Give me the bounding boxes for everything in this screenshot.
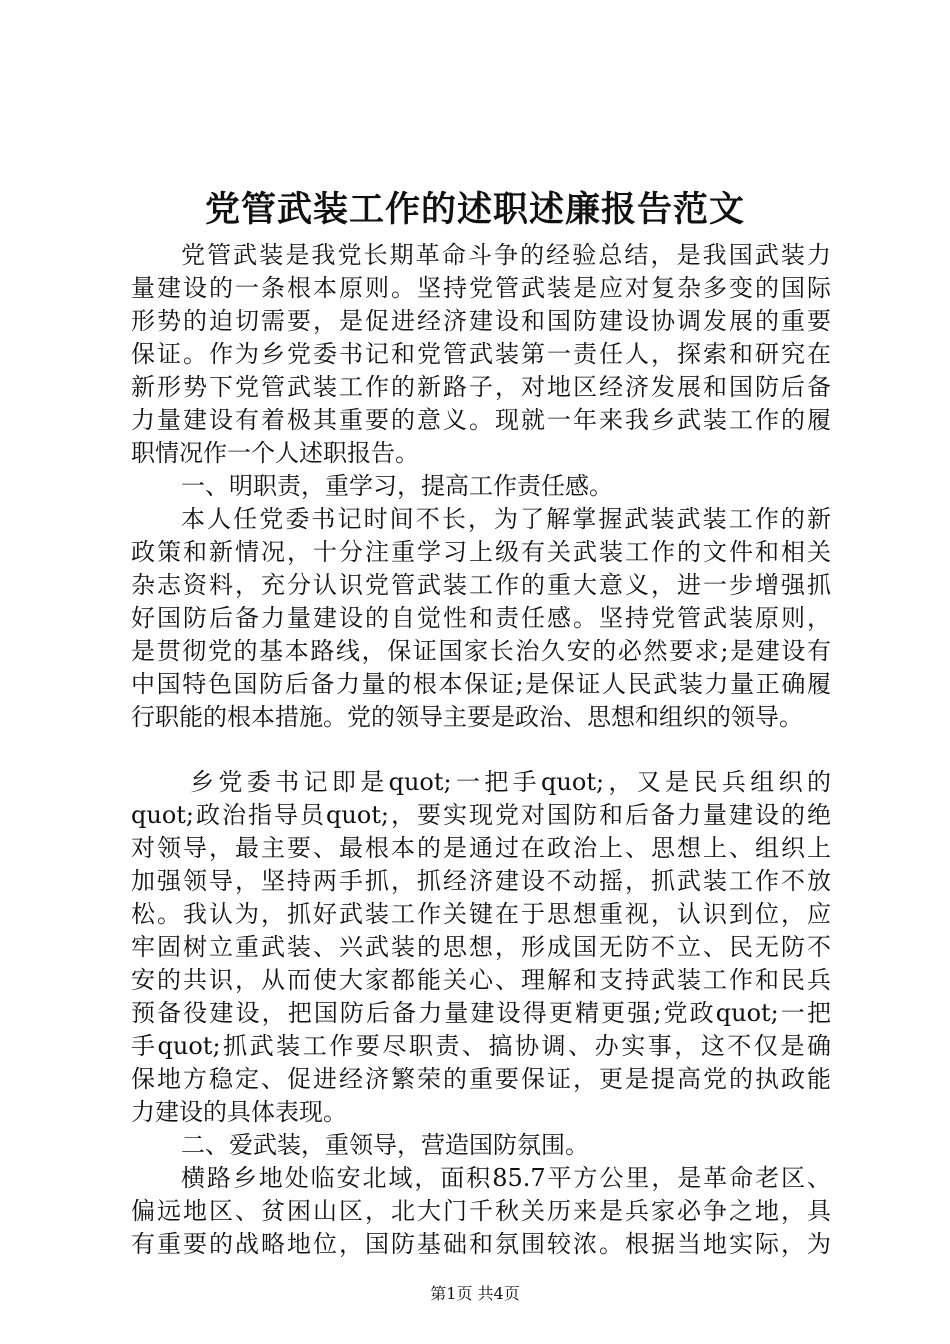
paragraph-line: 手quot;抓武装工作要尽职责、搞协调、办实事，这不仅是确 (131, 1032, 831, 1060)
paragraph-line: 量建设的一条根本原则。坚持党管武装是应对复杂多变的国际 (131, 274, 831, 302)
paragraph-line: 横路乡地处临安北域，面积85.7平方公里，是革命老区、 (181, 1164, 831, 1192)
paragraph-line: 职情况作一个人述职报告。 (131, 439, 419, 467)
paragraph-line: 预备役建设，把国防后备力量建设得更精更强;党政quot;一把 (131, 999, 831, 1027)
paragraph-line: 安的共识，从而使大家都能关心、理解和支持武装工作和民兵 (131, 966, 831, 994)
paragraph-line: 形势的迫切需要，是促进经济建设和国防建设协调发展的重要 (131, 307, 831, 335)
paragraph-line: 松。我认为，抓好武装工作关键在于思想重视，认识到位，应 (131, 900, 831, 928)
paragraph-line: 加强领导，坚持两手抓，抓经济建设不动摇，抓武装工作不放 (131, 867, 831, 895)
section-heading: 二、爱武装，重领导，营造国防氛围。 (181, 1131, 589, 1159)
paragraph-line: quot;政治指导员quot;，要实现党对国防和后备力量建设的绝 (131, 801, 831, 829)
paragraph-line: 本人任党委书记时间不长，为了解掌握武装武装工作的新 (181, 505, 831, 533)
paragraph-line: 是贯彻党的基本路线，保证国家长治久安的必然要求;是建设有 (131, 637, 831, 665)
paragraph-line: 新形势下党管武装工作的新路子，对地区经济发展和国防后备 (131, 373, 831, 401)
paragraph-line: 政策和新情况，十分注重学习上级有关武装工作的文件和相关 (131, 538, 831, 566)
paragraph-line: 中国特色国防后备力量的根本保证;是保证人民武装力量正确履 (131, 670, 831, 698)
page-footer: 第1页 共4页 (430, 1284, 520, 1303)
paragraph-line: 牢固树立重武装、兴武装的思想，形成国无防不立、民无防不 (131, 933, 831, 961)
paragraph-line: 有重要的战略地位，国防基础和氛围较浓。根据当地实际，为 (131, 1230, 831, 1258)
paragraph-line: 力量建设有着极其重要的意义。现就一年来我乡武装工作的履 (131, 406, 831, 434)
document-title: 党管武装工作的述职述廉报告范文 (204, 190, 745, 230)
paragraph-line: 偏远地区、贫困山区，北大门千秋关历来是兵家必争之地，具 (131, 1197, 831, 1225)
paragraph-line: 好国防后备力量建设的自觉性和责任感。坚持党管武装原则， (131, 604, 831, 632)
paragraph-line: 乡党委书记即是quot;一把手quot;，又是民兵组织的 (190, 768, 831, 796)
paragraph-line: 党管武装是我党长期革命斗争的经验总结，是我国武装力 (181, 241, 831, 269)
section-heading: 一、明职责，重学习，提高工作责任感。 (181, 472, 613, 500)
paragraph-line: 保地方稳定、促进经济繁荣的重要保证，更是提高党的执政能 (131, 1065, 831, 1093)
paragraph-line: 杂志资料，充分认识党管武装工作的重大意义，进一步增强抓 (131, 571, 831, 599)
paragraph-line: 对领导，最主要、最根本的是通过在政治上、思想上、组织上 (131, 834, 831, 862)
paragraph-line: 力建设的具体表现。 (131, 1098, 347, 1126)
paragraph-line: 行职能的根本措施。党的领导主要是政治、思想和组织的领导。 (131, 703, 803, 731)
paragraph-line: 保证。作为乡党委书记和党管武装第一责任人，探索和研究在 (131, 340, 831, 368)
